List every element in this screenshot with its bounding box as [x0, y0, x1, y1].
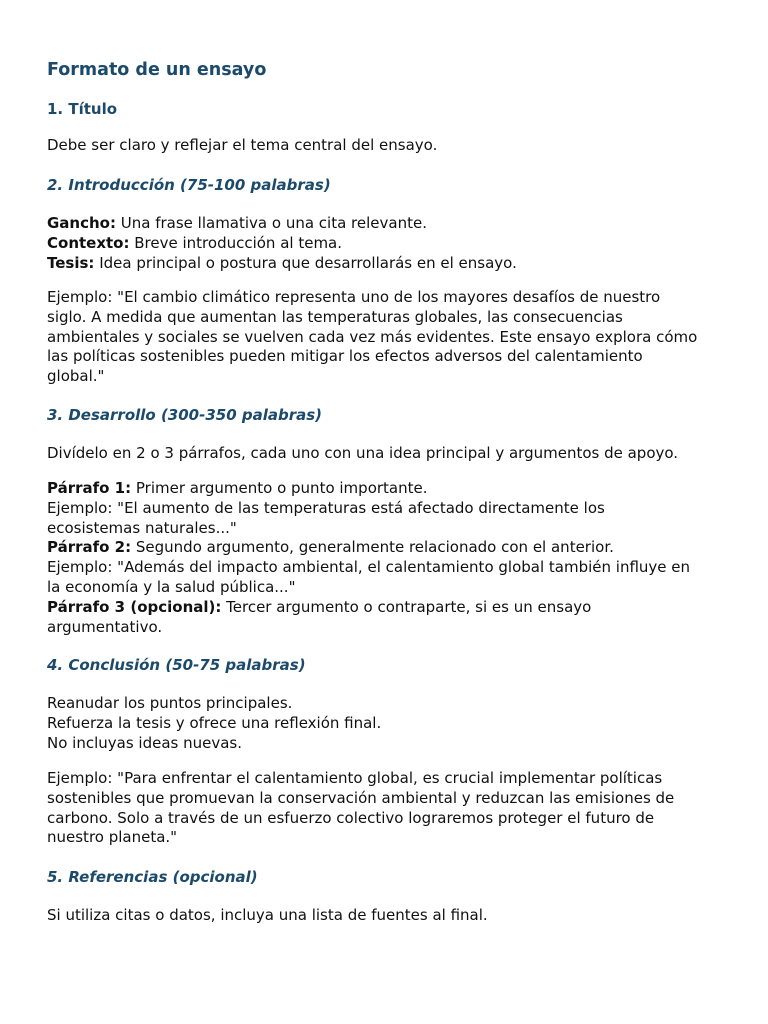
list-item	[47, 254, 723, 274]
section-3-intro	[47, 444, 723, 464]
example-line: Ejemplo: "El aumento de las temperaturas está afectado directamente los	[47, 498, 605, 517]
section-4-example	[47, 769, 723, 848]
example-line: ecosistemas naturales..."	[47, 518, 237, 537]
paragraph-3	[47, 598, 723, 618]
item-label: Gancho:	[47, 214, 116, 232]
item-text: Breve introducción al tema.	[129, 233, 343, 252]
section-5-line: Si utiliza citas o datos, incluya una lista de fuentes al final.	[47, 906, 488, 924]
section-2-items	[47, 214, 723, 273]
section-4-points	[47, 694, 723, 753]
section-5-heading: 5. Referencias (opcional)	[47, 868, 258, 886]
paragraph-text: Segundo argumento, generalmente relacionado con el anterior.	[131, 538, 614, 557]
paragraph-2	[47, 538, 723, 558]
list-item: Reanudar los puntos principales.	[47, 694, 293, 712]
example-line: Ejemplo: "Para enfrentar el calentamiento global, es crucial implementar políticas	[47, 769, 663, 787]
intro-line: Divídelo en 2 o 3 párrafos, cada uno con una idea principal y argumentos de apoyo.	[47, 444, 679, 462]
example-line: ambientales y sociales se vuelven cada vez más evidentes. Este ensayo explora cómo	[47, 327, 698, 346]
example-line: global."	[47, 367, 105, 386]
section-1-line: Debe ser claro y reflejar el tema central del ensayo.	[47, 136, 438, 154]
section-3-heading: 3. Desarrollo (300-350 palabras)	[47, 406, 323, 424]
item-text: Idea principal o postura que desarrollarás en el ensayo.	[94, 253, 517, 272]
example-line: siglo. A medida que aumentan las temperaturas globales, las consecuencias	[47, 307, 623, 326]
paragraph-label: Párrafo 1:	[47, 479, 132, 497]
section-1-heading: 1. Título	[47, 100, 118, 118]
paragraph-3-continued: argumentativo.	[47, 617, 163, 636]
section-1-text	[47, 136, 723, 156]
paragraph-1	[47, 479, 723, 499]
example-line: nuestro planeta."	[47, 828, 178, 847]
example-line: Ejemplo: "Además del impacto ambiental, el calentamiento global también influye en	[47, 558, 691, 577]
paragraph-label: Párrafo 2:	[47, 538, 132, 557]
item-text: Una frase llamativa o una cita relevante.	[116, 214, 427, 232]
section-2-heading: 2. Introducción (75-100 palabras)	[47, 176, 331, 194]
section-4-heading: 4. Conclusión (50-75 palabras)	[47, 656, 306, 674]
example-line: la economía y la salud pública..."	[47, 577, 296, 596]
item-label: Contexto:	[47, 233, 130, 252]
section-3-paragraphs	[47, 479, 723, 637]
example-line: Ejemplo: "El cambio climático representa uno de los mayores desafíos de nuestro	[47, 288, 661, 306]
document-title: Formato de un ensayo	[47, 60, 267, 80]
paragraph-label: Párrafo 3 (opcional):	[47, 597, 222, 616]
section-2-example	[47, 288, 723, 387]
example-line: las políticas sostenibles pueden mitigar los efectos adversos del calentamiento	[47, 347, 643, 366]
item-label: Tesis:	[47, 253, 95, 272]
paragraph-text: Primer argumento o punto importante.	[131, 479, 428, 497]
list-item	[47, 234, 723, 254]
list-item	[47, 214, 723, 234]
list-item: No incluyas ideas nuevas.	[47, 733, 242, 752]
list-item: Refuerza la tesis y ofrece una reflexión final.	[47, 713, 382, 732]
paragraph-text: Tercer argumento o contraparte, si es un ensayo	[221, 597, 592, 616]
section-5-text	[47, 906, 723, 926]
example-line: carbono. Solo a través de un esfuerzo colectivo lograremos proteger el futuro de	[47, 808, 655, 827]
example-line: sostenibles que promuevan la conservación ambiental y reduzcan las emisiones de	[47, 788, 675, 807]
